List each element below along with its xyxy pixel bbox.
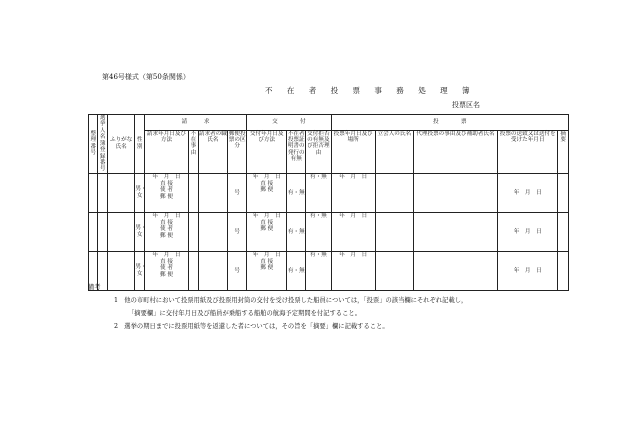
header-delivery-date: 交付年月日及び方法 (247, 130, 287, 173)
header-postal-type: 郵便投票の区分 (228, 130, 247, 173)
header-sex: 性別 (135, 115, 144, 174)
postal-number: 号 (234, 228, 240, 235)
sent-date: 年 月 日 (498, 212, 558, 251)
delivery-date: 年 月 日 (252, 251, 281, 258)
remarks-notes (88, 281, 467, 333)
note-item-1: 1 他の市町村において投票用紙及び投票用封筒の交付を受け投票した船員については，「投票」の該当欄にそれぞれ記載し， (114, 297, 468, 304)
header-vote-date: 投票年月日及び場所 (331, 130, 375, 173)
certificate-yesno: 有・無 (287, 173, 306, 212)
absentee-vote-register-table (88, 114, 569, 291)
request-date: 年 月 日 (152, 173, 181, 180)
vote-date: 年 月 日 (331, 212, 375, 251)
postal-number: 号 (234, 189, 240, 196)
method-messenger: 使 者 (160, 187, 173, 194)
header-remarks: 摘要 (558, 130, 569, 173)
polling-district-label: 投票区名 (452, 101, 480, 109)
header-roll-no: 選挙人名簿登録番号 (99, 115, 106, 173)
header-seq-no: 整理番号 (89, 115, 98, 174)
delivery-post: 郵 便 (260, 265, 274, 272)
table-row (89, 173, 569, 212)
delivery-post: 郵 便 (260, 226, 274, 233)
method-post: 郵 便 (160, 193, 173, 200)
header-witness: 立会人の氏名 (375, 130, 413, 173)
form-title: 不 在 者 投 票 事 務 処 理 簿 (265, 86, 476, 95)
header-absence-reason: 不在事由 (189, 130, 198, 173)
header-requester: 請求者の職氏名 (198, 130, 228, 173)
sent-date: 年 月 日 (498, 251, 558, 290)
request-date: 年 月 日 (152, 212, 181, 219)
header-vote-group: 投 票 (331, 115, 568, 131)
method-messenger: 使 者 (160, 265, 173, 272)
delivery-direct: 直 接 (260, 219, 274, 226)
header-certificate: 不在者投票証明書の発行の有無 (287, 130, 306, 173)
header-sent-date: 投票の送致又は送付を受けた年月日 (498, 130, 558, 173)
header-request-group: 請 求 (144, 115, 246, 131)
note-item-2: 2 選挙の期日までに投票用紙等を返還した者については，その旨を「摘要」欄に記載すること。 (114, 323, 389, 330)
notes-heading: 備考 (88, 284, 101, 291)
method-direct: 直 接 (160, 219, 173, 226)
postal-number: 号 (234, 267, 240, 274)
form-number: 第46号様式（第50条関係） (102, 73, 190, 81)
delivery-direct: 直 接 (260, 180, 274, 187)
table-row (89, 212, 569, 251)
method-direct: 直 接 (160, 258, 173, 265)
certificate-yesno: 有・無 (287, 251, 306, 290)
note-item-1-cont: 「摘要欄」に交付年月日及び船員が乗船する船舶の航海予定期間を付記すること。 (128, 310, 361, 317)
delivery-date: 年 月 日 (252, 212, 281, 219)
sex-option: 男・女 (135, 264, 147, 277)
header-name: ふりがな氏名 (107, 115, 134, 174)
sex-option: 男・女 (135, 225, 147, 238)
vote-date: 年 月 日 (331, 251, 375, 290)
method-post: 郵 便 (160, 271, 173, 278)
delivery-date: 年 月 日 (252, 173, 281, 180)
method-post: 郵 便 (160, 232, 173, 239)
delivery-direct: 直 接 (260, 258, 274, 265)
header-proxy: 代理投票の事由及び補助者氏名 (413, 130, 497, 173)
header-delivery-group: 交 付 (247, 115, 331, 131)
vote-date: 年 月 日 (331, 173, 375, 212)
refusal-yesno: 有・無 (306, 173, 331, 212)
sex-option: 男・女 (135, 186, 147, 199)
request-date: 年 月 日 (152, 251, 181, 258)
header-request-date: 請求年月日及び方法 (144, 130, 188, 173)
method-direct: 直 接 (160, 180, 173, 187)
delivery-post: 郵 便 (260, 187, 274, 194)
refusal-yesno: 有・無 (306, 212, 331, 251)
sent-date: 年 月 日 (498, 173, 558, 212)
method-messenger: 使 者 (160, 226, 173, 233)
header-refusal: 交付拒否の有無及び拒否理由 (306, 130, 331, 173)
refusal-yesno: 有・無 (306, 251, 331, 290)
certificate-yesno: 有・無 (287, 212, 306, 251)
